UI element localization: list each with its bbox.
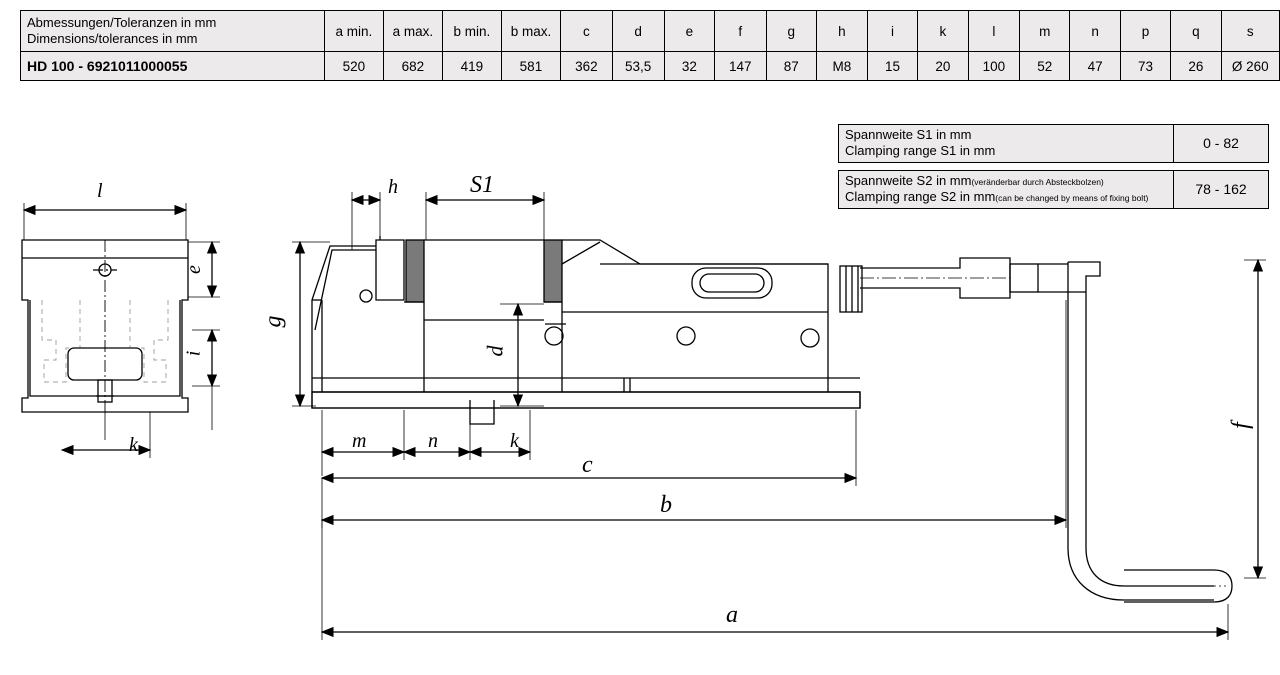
val-m: 52 <box>1020 52 1070 81</box>
s1-label-en: Clamping range S1 in mm <box>845 143 996 159</box>
col-d: d <box>612 11 664 52</box>
col-c: c <box>561 11 613 52</box>
s2-note-de: (veränderbar durch Absteckbolzen) <box>971 177 1104 187</box>
col-a-max: a max. <box>383 11 442 52</box>
label-a: a <box>726 602 738 628</box>
val-a-min: 520 <box>325 52 384 81</box>
val-d: 53,5 <box>612 52 664 81</box>
s1-label-de: Spannweite S1 in mm <box>845 127 972 142</box>
col-b-min: b min. <box>443 11 502 52</box>
val-b-max: 581 <box>501 52 560 81</box>
col-b-max: b max. <box>501 11 560 52</box>
clamping-range-s2-value: 78 - 162 <box>1174 171 1269 209</box>
val-g: 87 <box>766 52 816 81</box>
label-s1: S1 <box>470 172 494 198</box>
label-n: n <box>428 430 438 452</box>
val-l: 100 <box>968 52 1020 81</box>
col-s: s <box>1221 11 1279 52</box>
col-m: m <box>1020 11 1070 52</box>
val-a-max: 682 <box>383 52 442 81</box>
col-p: p <box>1120 11 1170 52</box>
s2-label-de: Spannweite S2 in mm <box>845 173 972 188</box>
col-a-min: a min. <box>325 11 384 52</box>
label-e: e <box>182 265 205 274</box>
col-l: l <box>968 11 1020 52</box>
val-k: 20 <box>918 52 968 81</box>
val-s: Ø 260 <box>1221 52 1279 81</box>
val-q: 26 <box>1171 52 1221 81</box>
model-label: HD 100 - 6921011000055 <box>21 52 325 81</box>
side-view-vise <box>312 236 1232 602</box>
val-n: 47 <box>1070 52 1120 81</box>
col-q: q <box>1171 11 1221 52</box>
label-c: c <box>582 452 593 478</box>
label-f: f <box>1227 422 1254 429</box>
col-n: n <box>1070 11 1120 52</box>
s2-note-en: (can be changed by means of fixing bolt) <box>995 193 1149 204</box>
label-d: d <box>482 345 508 357</box>
label-m: m <box>352 430 367 452</box>
col-g: g <box>766 11 816 52</box>
val-i: 15 <box>867 52 917 81</box>
description-de: Abmessungen/Toleranzen in mm <box>27 15 217 31</box>
val-f: 147 <box>715 52 767 81</box>
val-p: 73 <box>1120 52 1170 81</box>
col-f: f <box>715 11 767 52</box>
label-k-front: k <box>129 434 138 456</box>
col-i: i <box>867 11 917 52</box>
val-e: 32 <box>664 52 714 81</box>
dimension-lines <box>292 192 1266 640</box>
val-b-min: 419 <box>443 52 502 81</box>
label-k-side: k <box>510 430 519 452</box>
label-b: b <box>660 492 672 518</box>
front-view <box>22 203 220 458</box>
val-c: 362 <box>561 52 613 81</box>
description-en: Dimensions/tolerances in mm <box>27 31 198 46</box>
label-h: h <box>388 176 398 198</box>
label-l: l <box>97 180 103 202</box>
clamping-range-s1-value: 0 - 82 <box>1174 125 1269 163</box>
label-g: g <box>260 315 287 328</box>
s2-label-en: Clamping range S2 in mm <box>845 189 996 205</box>
col-h: h <box>816 11 867 52</box>
label-i: i <box>182 350 205 357</box>
val-h: M8 <box>816 52 867 81</box>
col-e: e <box>664 11 714 52</box>
col-k: k <box>918 11 968 52</box>
